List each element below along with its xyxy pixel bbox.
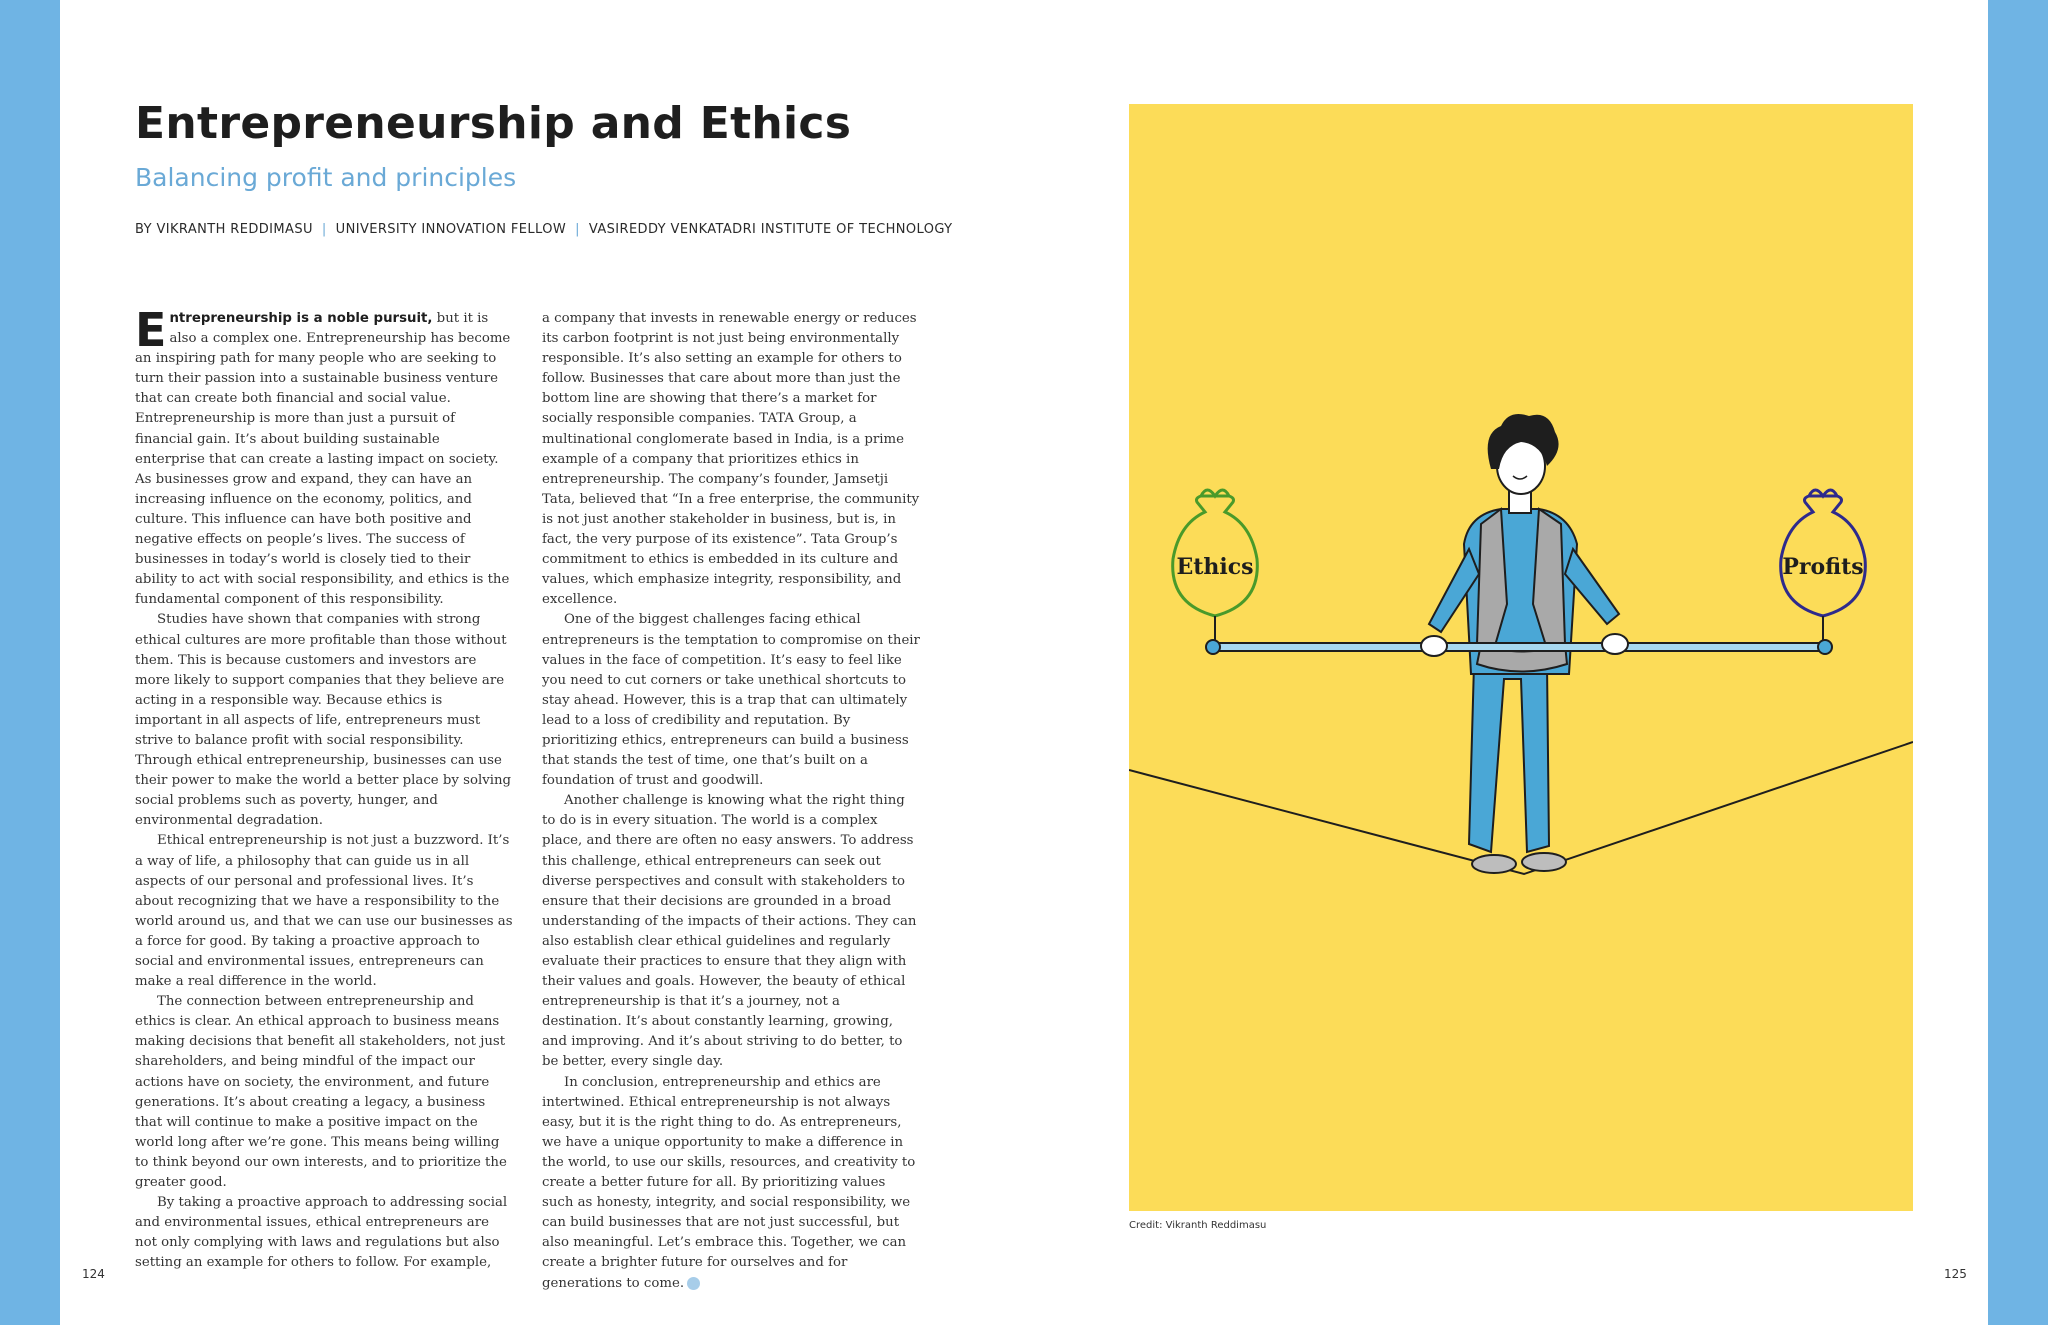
tightrope-line [1129,742,1913,874]
drop-cap: E [135,303,167,357]
byline-role: UNIVERSITY INNOVATION FELLOW [335,222,567,237]
paragraph: Another challenge is knowing what the right thing to do is in every situation. The world is a complex place, and there are often no easy answers. To address this challenge, ethical entrepreneurs can seek out diverse perspectives and consult with stakeholders to ensure that their decisions are grounded in a broad understanding of the impacts of their actions. They can also establish clear ethical guidelines and regularly evaluate their practices to ensure that they align with their values and goals. However, the beauty of ethical entrepreneurship is that it’s a journey, not a destination. It’s about constantly learning, growing, and improving. And it’s about striving to do better, to be better, every single day. [542,793,917,1070]
illustration-credit: Credit: Vikranth Reddimasu [1129,1220,1267,1231]
tightrope-illustration [1129,104,1913,1211]
pole-left-end [1206,640,1220,654]
right-hand [1602,634,1628,654]
left-shoe [1472,855,1516,873]
money-bag-profits [1781,490,1866,640]
page-number-right: 125 [1944,1267,1967,1281]
byline-author: BY VIKRANTH REDDIMASU [135,222,313,237]
byline-separator: | [321,222,327,237]
end-mark-icon [687,1277,700,1290]
left-page-edge [0,0,60,1325]
text-column-2 [542,309,920,1294]
byline-institution: VASIREDDY VENKATADRI INSTITUTE OF TECHNOLOGY [588,222,953,237]
paragraph: By taking a proactive approach to addressing social and environmental issues, ethical entrepreneurs are not only complying with laws and regulations but also setting an example for others to follow. For example, [135,1195,508,1271]
paragraph-text: but it is also a complex one. Entrepreneurship has become an inspiring path for many people who are seeking to turn their passion into a sustainable business venture that can create both financial and social value. Entrepreneurship is more than just a pursuit of financial gain. It’s about building sustainable enterprise that can create a lasting impact on society. As businesses grow and expand, they can have an increasing influence on the economy, politics, and culture. This influence can have both positive and negative effects on people’s lives. The success of businesses in today’s world is closely tied to their ability to act with social responsibility, and ethics is the fundamental component of this responsibility. [135,311,511,608]
paragraph [542,1073,920,1294]
lead-in: ntrepreneurship is a noble pursuit, [169,311,433,326]
figure-trousers [1469,664,1549,852]
money-bag-ethics [1173,490,1258,640]
magazine-spread [60,0,1988,1325]
ethics-bag-label: Ethics [1176,554,1254,580]
text-column-1 [135,303,513,1274]
paragraph: a company that invests in renewable energy or reduces its carbon footprint is not just being environmentally responsible. It’s also setting an example for others to follow. Businesses that care about more than just the bottom line are showing that there’s a market for socially responsible companies. TATA Group, a multinational conglomerate based in India, is a prime example of a company that prioritizes ethics in entrepreneurship. The company’s founder, Jamsetji Tata, believed that “In a free enterprise, the community is not just another stakeholder in business, but is, in fact, the very purpose of its existence”. Tata Group’s commitment to ethics is embedded in its culture and values, which emphasize integrity, responsibility, and excellence. [542,311,920,608]
illustration-panel [1129,104,1913,1211]
byline [135,222,953,237]
byline-separator: | [575,222,580,237]
paragraph: Ethical entrepreneurship is not just a buzzword. It’s a way of life, a philosophy that can guide us in all aspects of our personal and professional lives. It’s about recognizing that we have a responsibility to the world around us, and that we can use our businesses as a force for good. By taking a proactive approach to social and environmental issues, entrepreneurs can make a real difference in the world. [135,833,513,990]
paragraph [135,303,513,610]
article-title: Entrepreneurship and Ethics [135,98,852,149]
page-number-left: 124 [82,1267,105,1281]
right-page-edge [1988,0,2048,1325]
pole-right-end [1818,640,1832,654]
paragraph-text: In conclusion, entrepreneurship and ethics are intertwined. Ethical entrepreneurship is not always easy, but it is the right thing to do. As entrepreneurs, we have a unique opportunity to make a difference in the world, to use our skills, resources, and creativity to create a better future for all. By prioritizing values such as honesty, integrity, and social responsibility, we can build businesses that are not just successful, but also meaningful. Let’s embrace this. Together, we can create a brighter future for ourselves and for generations to come. [542,1074,916,1291]
right-shoe [1522,853,1566,871]
article-subtitle: Balancing profit and principles [135,163,517,192]
paragraph: The connection between entrepreneurship and ethics is clear. An ethical approach to business means making decisions that benefit all stakeholders, not just shareholders, and being mindful of the impact our actions have on society, the environment, and future generations. It’s about creating a legacy, a business that will continue to make a positive impact on the world long after we’re gone. This means being willing to think beyond our own interests, and to prioritize the greater good. [135,994,507,1191]
paragraph: One of the biggest challenges facing ethical entrepreneurs is the temptation to compromise on their values in the face of competition. It’s easy to feel like you need to cut corners or take unethical shortcuts to stay ahead. However, this is a trap that can ultimately lead to a loss of credibility and reputation. By prioritizing ethics, entrepreneurs can build a business that stands the test of time, one that’s built on a foundation of trust and goodwill. [542,612,920,789]
paragraph: Studies have shown that companies with strong ethical cultures are more profitable than those without them. This is because customers and investors are more likely to support companies that they believe are acting in a responsible way. Because ethics is important in all aspects of life, entrepreneurs must strive to balance profit with social responsibility. Through ethical entrepreneurship, businesses can use their power to make the world a better place by solving social problems such as poverty, hunger, and environmental degradation. [135,612,512,829]
left-hand [1421,636,1447,656]
profits-bag-label: Profits [1782,554,1864,580]
